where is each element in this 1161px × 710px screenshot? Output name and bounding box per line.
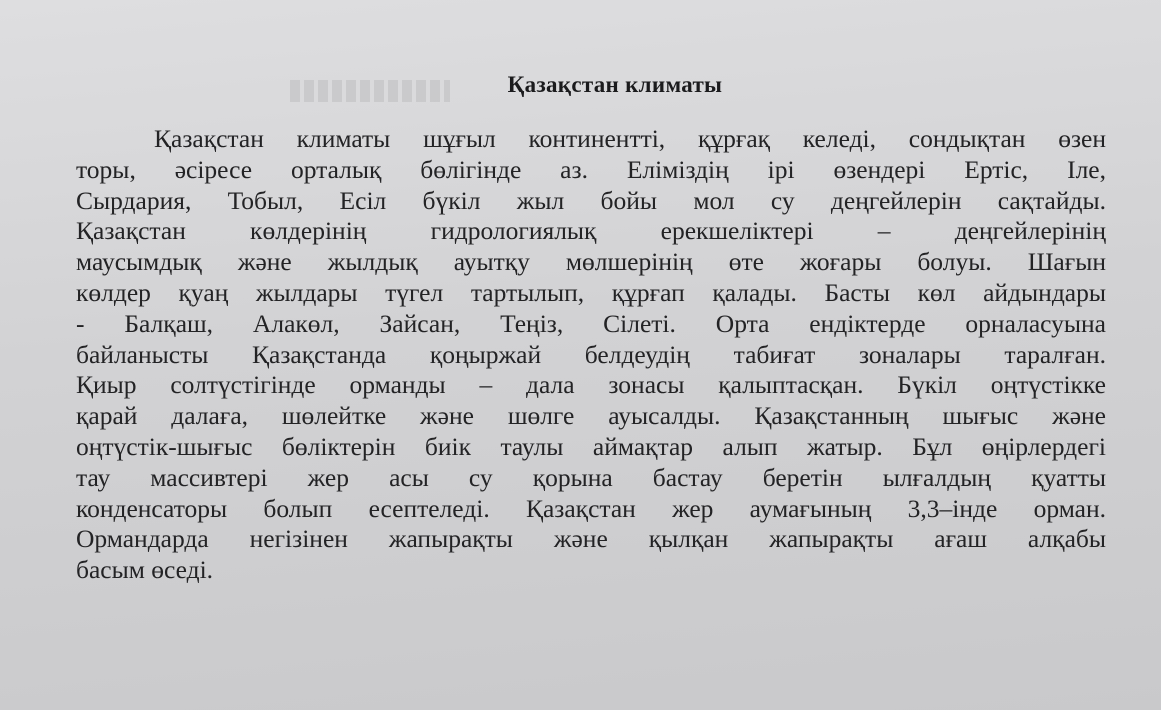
text-line: оңтүстік-шығыс бөліктерін биік таулы аймақтар алып жатыр. Бұл өңірлердегі [76, 431, 1106, 461]
text-line: қарай далаға, шөлейтке және шөлге ауысалды. Қазақстанның шығыс және [76, 401, 1106, 431]
text-line: Қиыр солтүстігінде орманды – дала зонасы қалыптасқан. Бүкіл оңтүстікке [76, 370, 1106, 400]
document-title: Қазақстан климаты [507, 72, 723, 97]
text-line: Сырдария, Тобыл, Есіл бүкіл жыл бойы мол су деңгейлерін сақтайды. [76, 185, 1106, 215]
text-line: конденсаторы болып есептеледі. Қазақстан жер аумағының 3,3–інде орман. [76, 493, 1106, 523]
text-line: маусымдық және жылдық ауытқу мөлшерінің өте жоғары болуы. Шағын [76, 247, 1106, 277]
body-paragraph [76, 124, 1106, 586]
text-line: тау массивтері жер асы су қорына бастау беретін ылғалдың қуатты [76, 462, 1106, 492]
text-line: басым өседі. [76, 555, 214, 585]
text-line: байланысты Қазақстанда қоңыржай белдеудің табиғат зоналары таралған. [76, 339, 1106, 369]
text-line: торы, әсіресе орталық бөлігінде аз. Еліміздің ірі өзендері Ертіс, Іле, [76, 154, 1106, 184]
text-line: Қазақстан климаты шұғыл континентті, құрғақ келеді, сондықтан өзен [154, 124, 1106, 153]
text-line: Ормандарда негізінен жапырақты және қылқан жапырақты ағаш алқабы [76, 524, 1106, 554]
text-line: көлдер қуаң жылдары түгел тартылып, құрғап қалады. Басты көл айдындары [76, 277, 1106, 307]
text-line: Қазақстан көлдерінің гидрологиялық ерекшеліктері – деңгейлерінің [76, 216, 1106, 246]
text-line: - Балқаш, Алакөл, Зайсан, Теңіз, Сілеті. Орта ендіктерде орналасуына [76, 308, 1106, 338]
